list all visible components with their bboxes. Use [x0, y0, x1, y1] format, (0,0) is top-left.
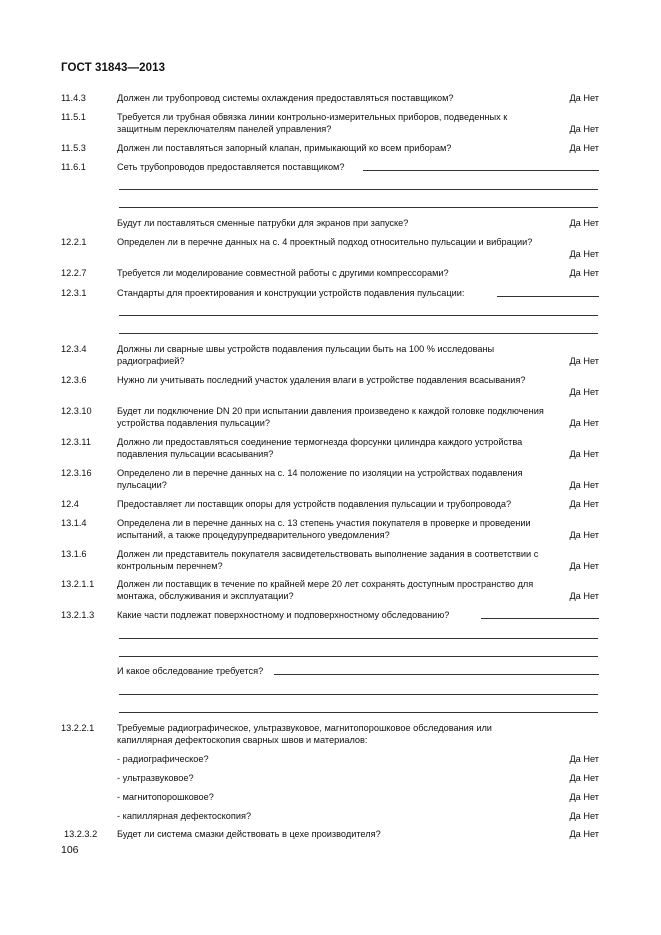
document-header: ГОСТ 31843—2013 [61, 62, 166, 74]
answer-blank-line[interactable] [119, 333, 598, 334]
yes-no-answer[interactable]: Да Нет [569, 387, 599, 397]
answer-blank-line[interactable] [119, 694, 598, 695]
answer-blank-line[interactable] [119, 189, 598, 190]
clause-number: 13.2.2.1 [61, 723, 95, 733]
question-text: Должны ли сварные швы устройств подавления пульсации быть на 100 % исследованы радиографией? [117, 344, 495, 367]
answer-blank-line[interactable] [119, 207, 598, 208]
question-text: Стандарты для проектирования и конструкции устройств подавления пульсации: [117, 288, 465, 298]
clause-number: 12.3.6 [61, 375, 87, 385]
yes-no-answer[interactable]: Да Нет [569, 754, 599, 764]
answer-blank-line[interactable] [481, 609, 599, 619]
clause-number: 12.3.1 [61, 288, 87, 298]
question-text: Сеть трубопроводов предоставляется поставщиком? [117, 162, 345, 172]
question-text: - капиллярная дефектоскопия? [117, 811, 252, 821]
yes-no-answer[interactable]: Да Нет [569, 268, 599, 278]
answer-blank-line[interactable] [363, 161, 599, 171]
question-text: Будут ли поставляться сменные патрубки для экранов при запуске? [117, 218, 409, 228]
answer-blank-line[interactable] [119, 638, 598, 639]
question-text: Должен ли поставщик в течение по крайней мере 20 лет сохранять доступным пространство для монтажа, обслуживания и эксплуатации? [117, 579, 534, 602]
clause-number: 11.6.1 [61, 162, 86, 172]
clause-number: 12.3.11 [61, 437, 91, 447]
yes-no-answer[interactable]: Да Нет [569, 218, 599, 228]
clause-number: 12.3.4 [61, 344, 87, 354]
yes-no-answer[interactable]: Да Нет [569, 480, 599, 490]
clause-number: 11.4.3 [61, 93, 86, 103]
answer-blank-line[interactable] [119, 315, 598, 316]
question-text: Должен ли поставляться запорный клапан, примыкающий ко всем приборам? [117, 143, 452, 153]
question-text: Нужно ли учитывать последний участок удаления влаги в устройстве подавления всасывания? [117, 375, 526, 385]
clause-number: 13.1.4 [61, 518, 87, 528]
page-number: 106 [61, 844, 79, 856]
question-text: - ультразвуковое? [117, 773, 194, 783]
clause-number: 11.5.1 [61, 112, 86, 122]
question-text: Какие части подлежат поверхностному и подповерхностному обследованию? [117, 610, 450, 620]
yes-no-answer[interactable]: Да Нет [569, 143, 599, 153]
yes-no-answer[interactable]: Да Нет [569, 93, 599, 103]
yes-no-answer[interactable]: Да Нет [569, 499, 599, 509]
yes-no-answer[interactable]: Да Нет [569, 811, 599, 821]
clause-number: 13.2.1.1 [61, 579, 95, 589]
yes-no-answer[interactable]: Да Нет [569, 418, 599, 428]
question-text: Предоставляет ли поставщик опоры для устройств подавления пульсации и трубопровода? [117, 499, 512, 509]
question-text: Определен ли в перечне данных на с. 4 проектный подход относительно пульсации и вибрации? [117, 237, 533, 247]
clause-number: 12.2.7 [61, 268, 87, 278]
answer-blank-line[interactable] [119, 712, 598, 713]
yes-no-answer[interactable]: Да Нет [569, 449, 599, 459]
yes-no-answer[interactable]: Да Нет [569, 530, 599, 540]
yes-no-answer[interactable]: Да Нет [569, 561, 599, 571]
yes-no-answer[interactable]: Да Нет [569, 792, 599, 802]
yes-no-answer[interactable]: Да Нет [569, 591, 599, 601]
clause-number: 13.2.3.2 [64, 829, 98, 839]
question-text: Требуемые радиографическое, ультразвуковое, магнитопорошковое обследования или капиллярная дефектоскопия сварных швов и материалов: [117, 723, 492, 746]
yes-no-answer[interactable]: Да Нет [569, 829, 599, 839]
clause-number: 12.4 [61, 499, 79, 509]
question-text: И какое обследование требуется? [117, 666, 264, 676]
question-text: Требуется ли трубная обвязка линии контрольно-измерительных приборов, подведенных к защитным переключателям панелей управления? [117, 112, 508, 135]
yes-no-answer[interactable]: Да Нет [569, 249, 599, 259]
clause-number: 13.2.1.3 [61, 610, 95, 620]
question-text: Определена ли в перечне данных на с. 13 степень участия покупателя в проверке и проведении испытаний, а также процедурупредварительного уведомления? [117, 518, 531, 541]
question-text: Должен ли представитель покупателя засвидетельствовать выполнение задания в соответствии с контрольным перечнем? [117, 549, 539, 572]
question-text: Должно ли предоставляться соединение термогнезда форсунки цилиндра каждого устройства подавления пульсации всасывания? [117, 437, 523, 460]
question-text: Требуется ли моделирование совместной работы с другими компрессорами? [117, 268, 449, 278]
clause-number: 12.3.10 [61, 406, 92, 416]
clause-number: 12.3.16 [61, 468, 92, 478]
question-text: Должен ли трубопровод системы охлаждения предоставляться поставщиком? [117, 93, 454, 103]
yes-no-answer[interactable]: Да Нет [569, 124, 599, 134]
question-text: - магнитопорошковое? [117, 792, 214, 802]
clause-number: 11.5.3 [61, 143, 86, 153]
yes-no-answer[interactable]: Да Нет [569, 773, 599, 783]
answer-blank-line[interactable] [119, 656, 598, 657]
answer-blank-line[interactable] [274, 665, 599, 675]
clause-number: 13.1.6 [61, 549, 87, 559]
yes-no-answer[interactable]: Да Нет [569, 356, 599, 366]
answer-blank-line[interactable] [497, 287, 599, 297]
question-text: Определено ли в перечне данных на с. 14 положение по изоляции на устройствах подавления пульсации? [117, 468, 523, 491]
clause-number: 12.2.1 [61, 237, 87, 247]
question-text: Будет ли система смазки действовать в цехе производителя? [117, 829, 381, 839]
question-text: - радиографическое? [117, 754, 209, 764]
question-text: Будет ли подключение DN 20 при испытании давления произведено к каждой головке подключения устройства подавления пульсации? [117, 406, 544, 429]
